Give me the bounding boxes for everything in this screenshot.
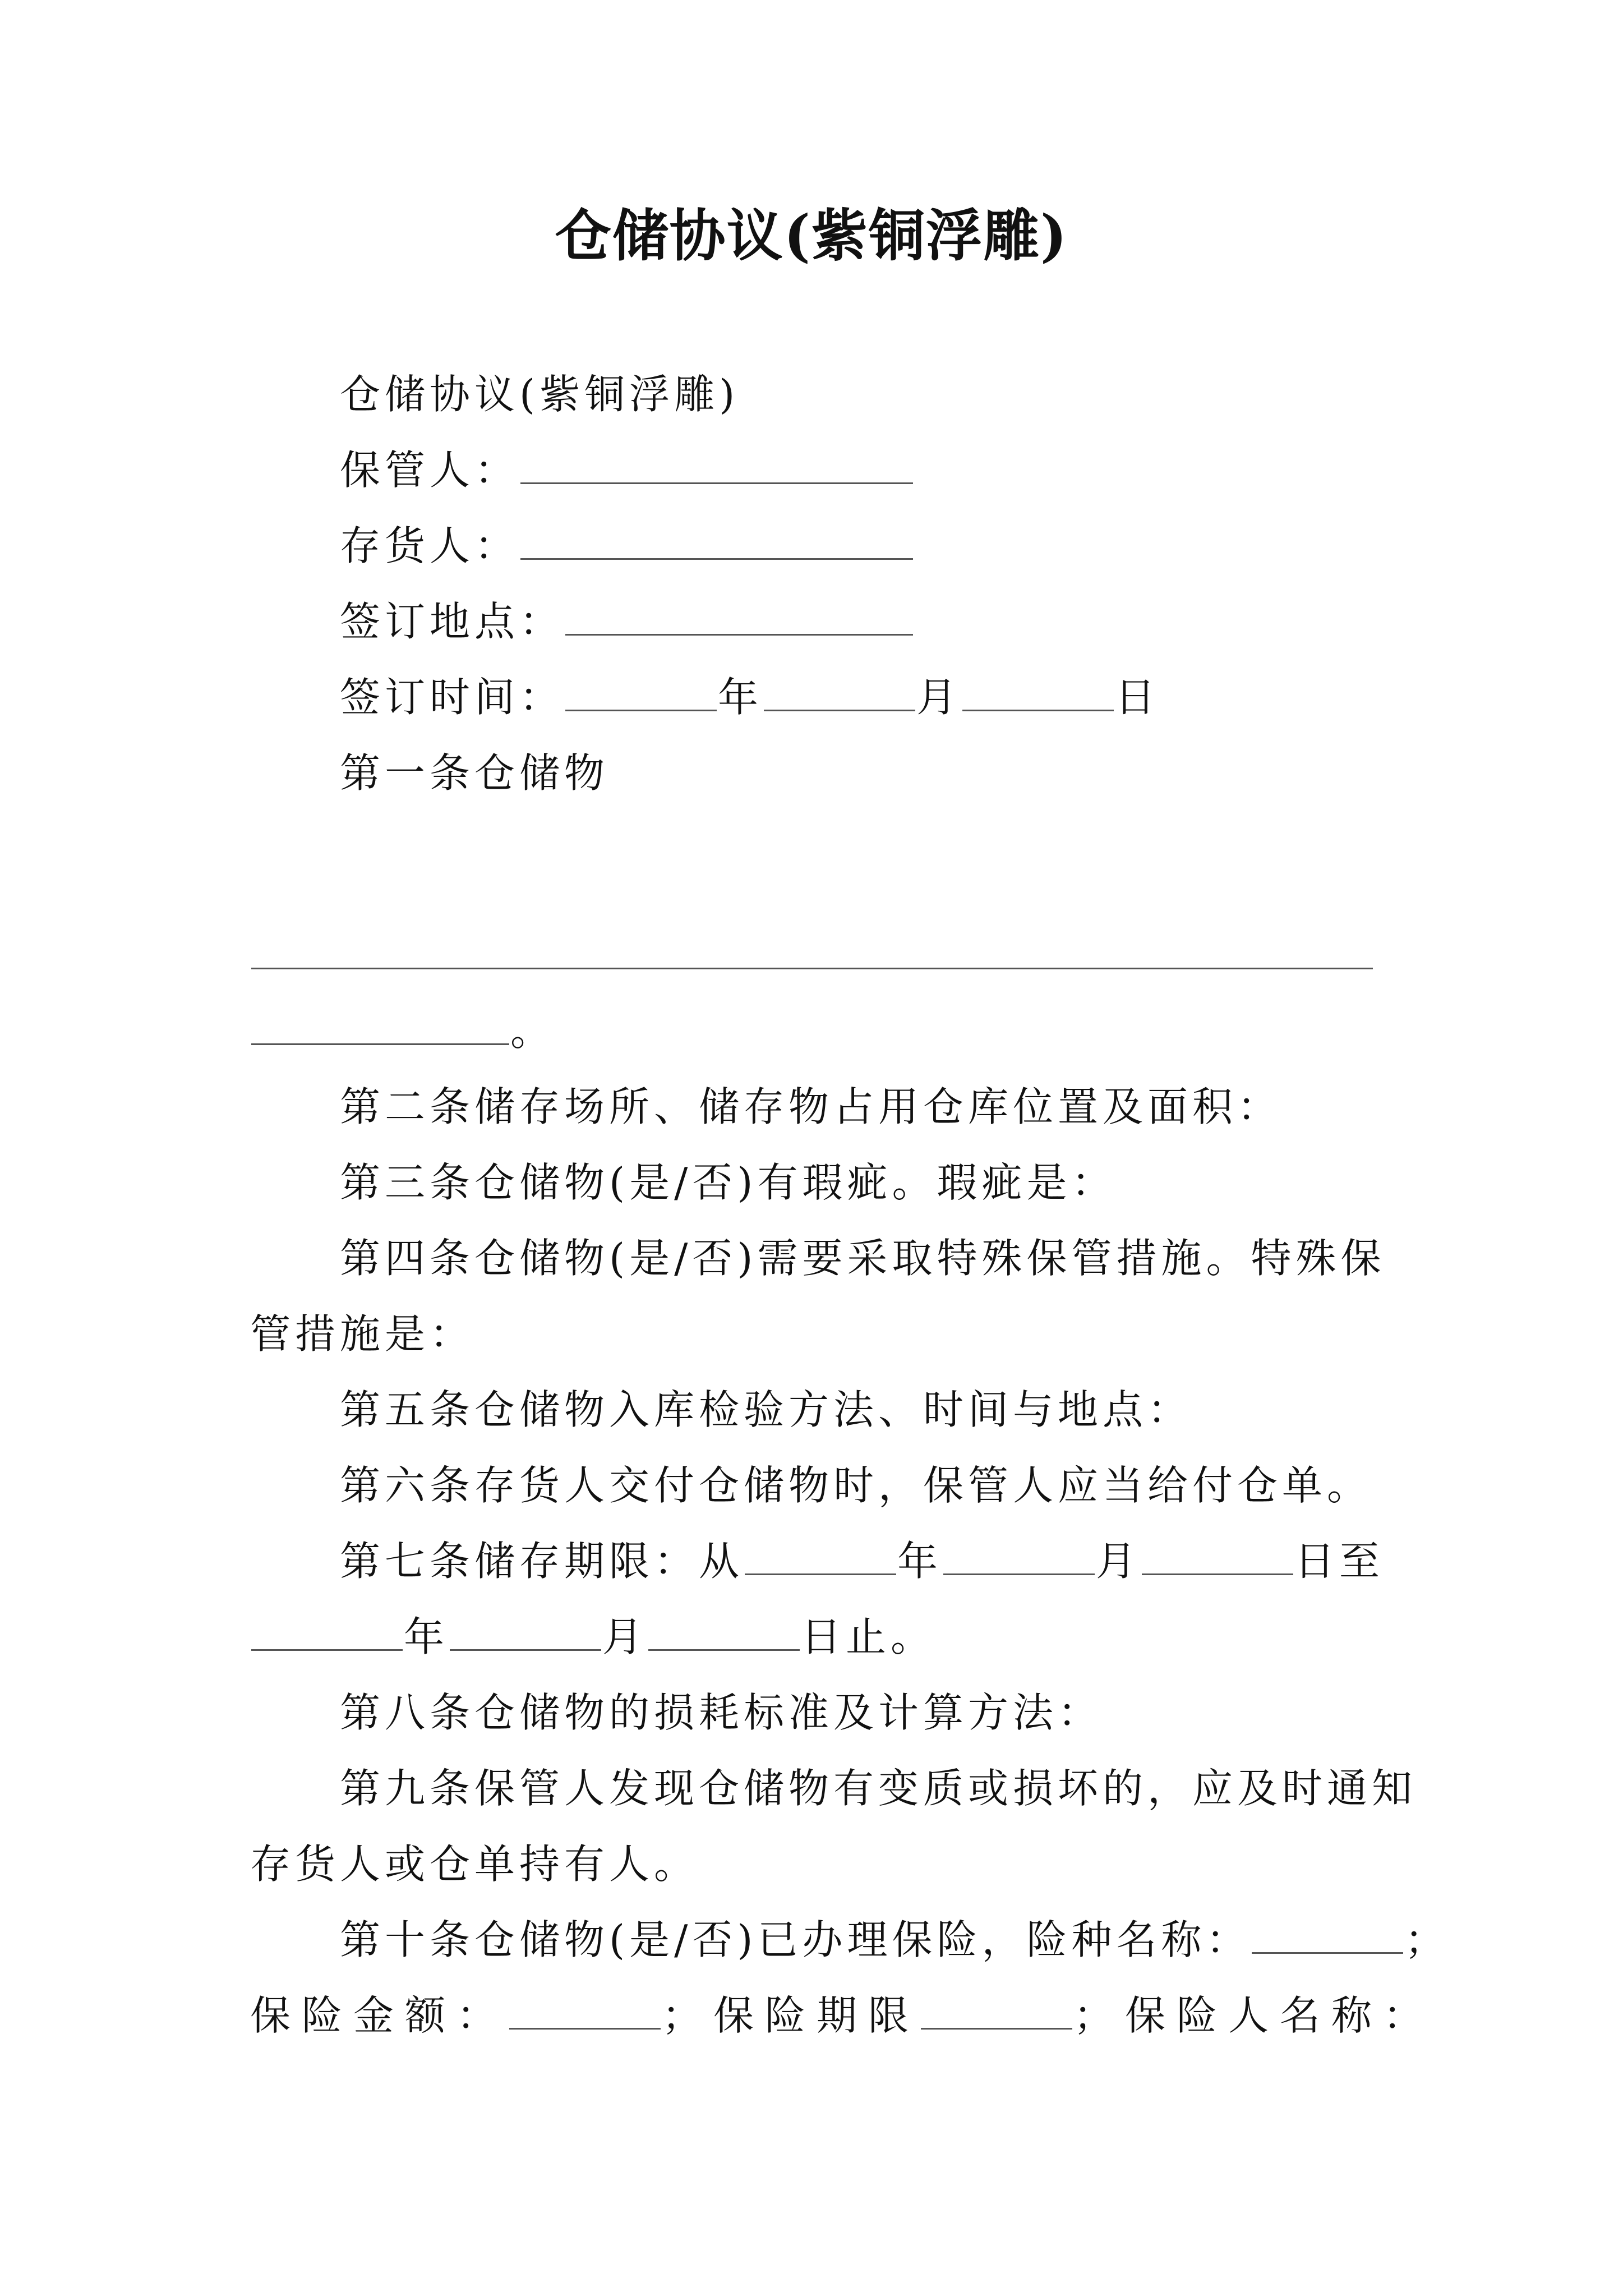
article-4-line-2: 管措施是：: [250, 1310, 475, 1358]
depositor-line: [340, 519, 914, 573]
sign-day-label: 日: [1115, 674, 1160, 721]
sign-place-blank: [565, 596, 913, 636]
insurer-label: ；保险人名称：: [1073, 1992, 1435, 2039]
article-3: 第三条仓储物(是/否)有瑕疵。瑕疵是：: [340, 1159, 1117, 1206]
sign-day-blank: [962, 671, 1114, 711]
start-to-label: 日至: [1294, 1538, 1385, 1585]
end-month-label: 月: [602, 1613, 648, 1660]
start-year-blank: [745, 1535, 896, 1575]
sign-place-line: [340, 595, 914, 648]
sign-year-blank: [565, 671, 717, 711]
article-1: 第一条仓储物: [340, 749, 610, 797]
custodian-label: 保管人：: [340, 447, 520, 494]
end-day-blank: [648, 1611, 800, 1651]
depositor-label: 存货人：: [340, 522, 520, 569]
document-title: 仓储协议(紫铜浮雕): [555, 203, 1068, 269]
end-year-label: 年: [404, 1613, 449, 1660]
sign-year-label: 年: [718, 674, 763, 721]
end-year-blank: [251, 1611, 403, 1651]
sign-place-label: 签订地点：: [340, 598, 565, 645]
article-10-label: 第十条仓储物(是/否)已办理保险，险种名称：: [340, 1916, 1251, 1963]
sign-month-label: 月: [916, 674, 962, 721]
insurance-amount-blank: [509, 1990, 661, 2030]
document-subtitle: 仓储协议(紫铜浮雕): [340, 371, 740, 418]
article-7-line-1: [340, 1534, 1384, 1588]
end-label: 日止。: [801, 1613, 936, 1660]
article-5: 第五条仓储物入库检验方法、时间与地点：: [340, 1386, 1193, 1433]
start-year-label: 年: [897, 1538, 943, 1585]
article-1-blank: [251, 930, 1373, 969]
custodian-line: [340, 443, 914, 497]
article-1-blank-line: [250, 928, 1374, 982]
sign-month-blank: [764, 671, 915, 711]
article-1-tail-blank: [251, 1005, 509, 1045]
article-8: 第八条仓储物的损耗标准及计算方法：: [340, 1689, 1103, 1736]
article-10-line-2: [250, 1989, 1435, 2042]
end-month-blank: [450, 1611, 601, 1651]
article-4-line-1: 第四条仓储物(是/否)需要采取特殊保管措施。特殊保: [340, 1235, 1386, 1282]
insurance-type-blank: [1252, 1914, 1403, 1954]
insurance-period-blank: [921, 1990, 1072, 2030]
article-9-line-2: 存货人或仓单持有人。: [250, 1841, 699, 1888]
start-day-blank: [1142, 1535, 1293, 1575]
insurance-amount-label: 保险金额：: [250, 1992, 509, 2039]
sign-time-line: [340, 670, 1160, 724]
article-7-label: 第七条储存期限：从: [340, 1538, 744, 1585]
article-1-end: 。: [510, 1007, 556, 1055]
article-10-semicolon: ；: [1404, 1916, 1450, 1963]
insurance-period-label: ；保险期限: [662, 1992, 920, 2039]
start-month-blank: [943, 1535, 1095, 1575]
custodian-blank: [520, 444, 913, 484]
sign-time-label: 签订时间：: [340, 674, 565, 721]
article-2: 第二条储存场所、储存物占用仓库位置及面积：: [340, 1083, 1283, 1130]
article-7-line-2: [250, 1610, 935, 1664]
article-9-line-1: 第九条保管人发现仓储物有变质或损坏的，应及时通知: [340, 1765, 1417, 1812]
depositor-blank: [520, 520, 913, 560]
start-month-label: 月: [1096, 1538, 1141, 1585]
article-10-line-1: [340, 1913, 1449, 1967]
article-6: 第六条存货人交付仓储物时，保管人应当给付仓单。: [340, 1462, 1372, 1509]
article-1-tail: [250, 1004, 555, 1058]
